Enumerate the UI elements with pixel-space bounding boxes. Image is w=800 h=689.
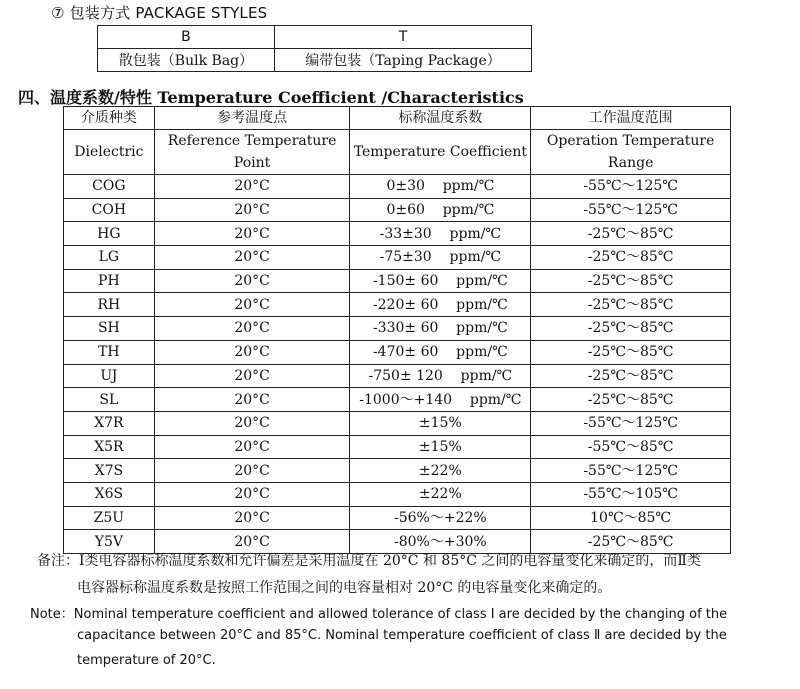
cell-ref-temp: 20°C <box>154 269 350 293</box>
cell-op-range: -25℃～85℃ <box>531 317 731 341</box>
table-row <box>64 317 731 341</box>
header-dielectric-en: Dielectric <box>64 130 155 175</box>
cell-temp-coef: -33±30 ppm/℃ <box>350 222 531 246</box>
table-row <box>64 198 731 222</box>
cell-ref-temp: 20°C <box>154 364 350 388</box>
cell-op-range: -25℃～85℃ <box>531 222 731 246</box>
cell-op-range: -55℃～125℃ <box>531 459 731 483</box>
header-temp-coef-cn: 标称温度系数 <box>350 107 531 130</box>
table-row <box>64 459 731 483</box>
cell-temp-coef: -330± 60 ppm/℃ <box>350 317 531 341</box>
cell-ref-temp: 20°C <box>154 293 350 317</box>
table-row <box>64 175 731 199</box>
cell-dielectric: PH <box>64 269 155 293</box>
package-styles-title: ⑦ 包装方式 PACKAGE STYLES <box>51 4 268 22</box>
table-row <box>64 435 731 459</box>
cell-ref-temp: 20°C <box>154 506 350 530</box>
package-styles-table <box>97 25 532 72</box>
table-row <box>64 293 731 317</box>
table-row <box>64 506 731 530</box>
cell-dielectric: SL <box>64 388 155 412</box>
cell-ref-temp: 20°C <box>154 388 350 412</box>
cell-temp-coef: ±22% <box>350 459 531 483</box>
cell-dielectric: X5R <box>64 435 155 459</box>
header-temp-coef-en: Temperature Coefficient <box>350 130 531 175</box>
cell-op-range: -55℃～125℃ <box>531 198 731 222</box>
cell-op-range: -55℃～125℃ <box>531 411 731 435</box>
package-code-bulk: B <box>98 26 275 49</box>
cell-op-range: -25℃～85℃ <box>531 340 731 364</box>
header-row-cn <box>64 107 731 130</box>
cell-temp-coef: -470± 60 ppm/℃ <box>350 340 531 364</box>
cell-temp-coef: ±15% <box>350 435 531 459</box>
cell-ref-temp: 20°C <box>154 317 350 341</box>
note-en-line2: capacitance between 20°C and 85°C. Nominal temperature coefficient of class Ⅱ are decided by the <box>77 628 727 643</box>
cell-op-range: -55℃～85℃ <box>531 435 731 459</box>
cell-op-range: 10℃～85℃ <box>531 506 731 530</box>
header-ref-temp-en: Reference Temperature Point <box>154 130 350 175</box>
cell-dielectric: UJ <box>64 364 155 388</box>
package-code-taping: T <box>274 26 531 49</box>
cell-dielectric: X6S <box>64 482 155 506</box>
note-cn-line1: 备注：Ⅰ类电容器标称温度系数和允许偏差是采用温度在 20°C 和 85°C 之间的电容量变化来确定的，而Ⅱ类 <box>37 553 701 569</box>
cell-temp-coef: 0±60 ppm/℃ <box>350 198 531 222</box>
cell-dielectric: SH <box>64 317 155 341</box>
cell-op-range: -55℃～105℃ <box>531 482 731 506</box>
cell-temp-coef: -56%～+22% <box>350 506 531 530</box>
cell-dielectric: X7R <box>64 411 155 435</box>
table-row <box>64 388 731 412</box>
cell-op-range: -25℃～85℃ <box>531 246 731 270</box>
cell-ref-temp: 20°C <box>154 246 350 270</box>
cell-dielectric: RH <box>64 293 155 317</box>
package-name-taping: 编带包装（Taping Package） <box>274 49 531 72</box>
package-name-bulk: 散包装（Bulk Bag） <box>98 49 275 72</box>
cell-ref-temp: 20°C <box>154 175 350 199</box>
cell-dielectric: Y5V <box>64 530 155 554</box>
package-name-row <box>98 49 532 72</box>
table-row <box>64 482 731 506</box>
cell-op-range: -25℃～85℃ <box>531 293 731 317</box>
cell-dielectric: X7S <box>64 459 155 483</box>
cell-temp-coef: ±22% <box>350 482 531 506</box>
cell-temp-coef: -75±30 ppm/℃ <box>350 246 531 270</box>
cell-ref-temp: 20°C <box>154 530 350 554</box>
cell-ref-temp: 20°C <box>154 222 350 246</box>
note-en-line1: Note：Nominal temperature coefficient and allowed tolerance of class Ⅰ are decided by the changing of the <box>30 607 728 622</box>
cell-ref-temp: 20°C <box>154 198 350 222</box>
cell-dielectric: TH <box>64 340 155 364</box>
table-row <box>64 269 731 293</box>
table-row <box>64 246 731 270</box>
cell-temp-coef: -1000～+140 ppm/℃ <box>350 388 531 412</box>
cell-temp-coef: -220± 60 ppm/℃ <box>350 293 531 317</box>
cell-temp-coef: ±15% <box>350 411 531 435</box>
cell-temp-coef: -750± 120 ppm/℃ <box>350 364 531 388</box>
table-row <box>64 364 731 388</box>
cell-op-range: -25℃～85℃ <box>531 530 731 554</box>
note-cn-line2: 电容器标称温度系数是按照工作范围之间的电容量相对 20°C 的电容量变化来确定的。 <box>77 580 612 596</box>
cell-temp-coef: -80%～+30% <box>350 530 531 554</box>
cell-op-range: -25℃～85℃ <box>531 269 731 293</box>
cell-temp-coef: 0±30 ppm/℃ <box>350 175 531 199</box>
header-ref-temp-cn: 参考温度点 <box>154 107 350 130</box>
cell-ref-temp: 20°C <box>154 411 350 435</box>
cell-temp-coef: -150± 60 ppm/℃ <box>350 269 531 293</box>
header-dielectric-cn: 介质种类 <box>64 107 155 130</box>
cell-op-range: -55℃～125℃ <box>531 175 731 199</box>
header-op-range-cn: 工作温度范围 <box>531 107 731 130</box>
package-code-row <box>98 26 532 49</box>
cell-op-range: -25℃～85℃ <box>531 364 731 388</box>
cell-dielectric: Z5U <box>64 506 155 530</box>
section-title: 四、温度系数/特性 Temperature Coefficient /Characteristics <box>18 88 524 107</box>
cell-op-range: -25℃～85℃ <box>531 388 731 412</box>
header-row-en <box>64 130 731 175</box>
cell-dielectric: HG <box>64 222 155 246</box>
cell-ref-temp: 20°C <box>154 340 350 364</box>
cell-dielectric: COG <box>64 175 155 199</box>
table-row <box>64 222 731 246</box>
header-op-range-en: Operation Temperature Range <box>531 130 731 175</box>
table-row <box>64 411 731 435</box>
cell-dielectric: COH <box>64 198 155 222</box>
cell-ref-temp: 20°C <box>154 459 350 483</box>
note-en-line3: temperature of 20°C. <box>77 653 216 668</box>
cell-dielectric: LG <box>64 246 155 270</box>
table-row <box>64 340 731 364</box>
temperature-coefficient-table <box>63 106 731 554</box>
cell-ref-temp: 20°C <box>154 482 350 506</box>
cell-ref-temp: 20°C <box>154 435 350 459</box>
